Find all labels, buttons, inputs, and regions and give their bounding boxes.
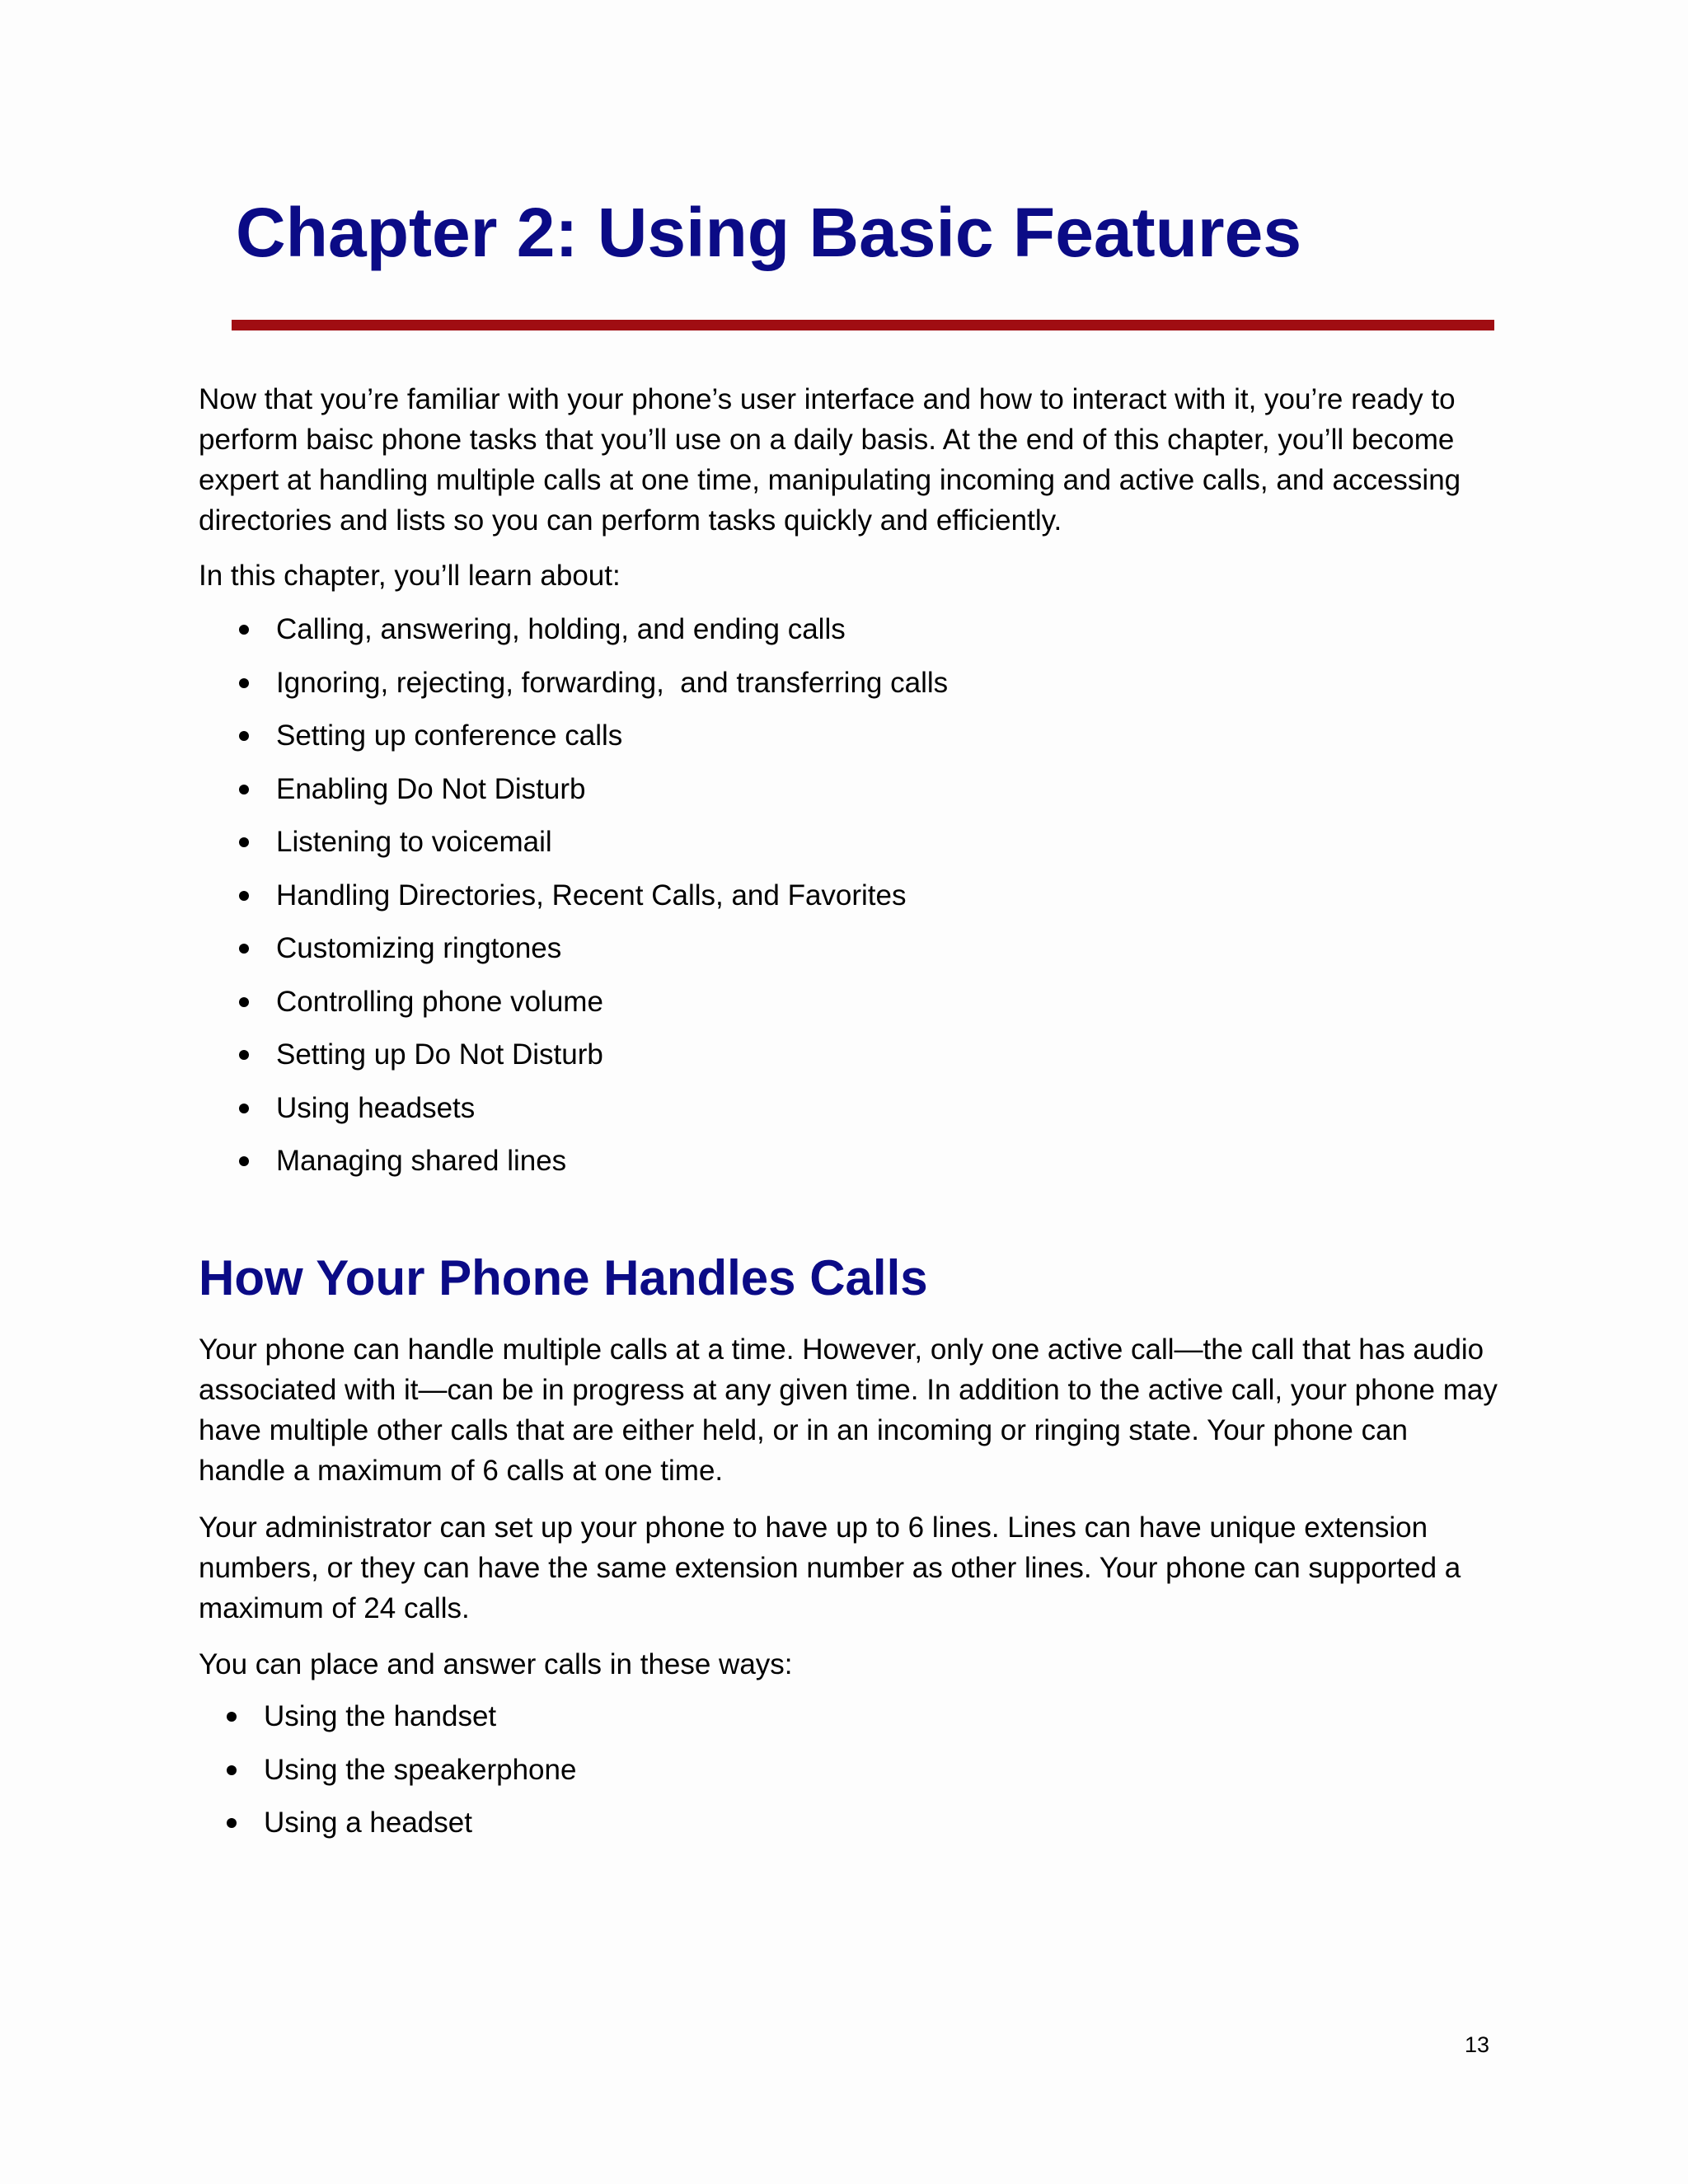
list-item-text: Using a headset: [264, 1807, 472, 1839]
list-item-text: Controlling phone volume: [276, 985, 603, 1018]
list-item-text: Managing shared lines: [276, 1145, 567, 1177]
title-divider: [232, 320, 1494, 330]
bullet-icon: [239, 1104, 249, 1113]
ways-list: [264, 1696, 576, 1856]
list-item-text: Setting up conference calls: [276, 719, 623, 752]
bullet-icon: [239, 625, 249, 635]
list-item-text: Setting up Do Not Disturb: [276, 1038, 603, 1071]
bullet-icon: [239, 678, 249, 688]
bullet-icon: [227, 1765, 237, 1775]
learn-lead: In this chapter, you’ll learn about:: [199, 560, 621, 592]
calls-paragraph: Your phone can handle multiple calls at a time. However, only one active call—the call that has audio associated with it—can be in progress at any given time. In addition to the active call, your phone may have multiple other calls that are either held, or in an incoming or ringing state. Your phone can handle a maximum of 6 calls at one time.: [199, 1333, 1498, 1487]
list-item: [276, 715, 948, 769]
lines-paragraph: Your administrator can set up your phone to have up to 6 lines. Lines can have unique extension numbers, or they can have the same extension number as other lines. Your phone can supported a maximum of 24 calls.: [199, 1511, 1461, 1624]
bullet-icon: [239, 997, 249, 1007]
bullet-icon: [239, 785, 249, 794]
list-item: [276, 1088, 948, 1141]
bullet-icon: [239, 1156, 249, 1166]
list-item: [276, 663, 948, 716]
list-item: [264, 1750, 576, 1803]
section-title: How Your Phone Handles Calls: [199, 1250, 928, 1305]
list-item: [276, 875, 948, 929]
list-item: [276, 928, 948, 982]
list-item: [276, 1034, 948, 1088]
topics-list: [276, 609, 948, 1194]
bullet-icon: [239, 1050, 249, 1060]
list-item: [276, 609, 948, 663]
bullet-icon: [227, 1818, 237, 1828]
ways-lead: You can place and answer calls in these ways:: [199, 1648, 793, 1680]
chapter-title: Chapter 2: Using Basic Features: [236, 194, 1302, 271]
list-item-text: Using the handset: [264, 1700, 497, 1732]
bullet-icon: [227, 1712, 237, 1722]
list-item: [276, 822, 948, 875]
list-item: [276, 982, 948, 1035]
bullet-icon: [239, 944, 249, 954]
list-item-text: Enabling Do Not Disturb: [276, 772, 586, 805]
list-item-text: Ignoring, rejecting, forwarding, and transferring calls: [276, 666, 949, 699]
list-item: [264, 1802, 576, 1856]
list-item: [276, 1141, 948, 1194]
list-item-text: Calling, answering, holding, and ending calls: [276, 613, 846, 645]
list-item-text: Using headsets: [276, 1091, 476, 1124]
bullet-icon: [239, 731, 249, 741]
bullet-icon: [239, 837, 249, 847]
intro-paragraph: Now that you’re familiar with your phone’s user interface and how to interact with it, you’re ready to perform baisc phone tasks that you’ll use on a daily basis. At the end of this chapter, you’ll become expert at handling multiple calls at one time, manipulating incoming and active calls, and accessing directories and lists so you can perform tasks quickly and efficiently.: [199, 383, 1461, 537]
list-item: [264, 1696, 576, 1750]
list-item: [276, 769, 948, 823]
bullet-icon: [239, 891, 249, 901]
list-item-text: Listening to voicemail: [276, 826, 552, 858]
list-item-text: Using the speakerphone: [264, 1753, 577, 1786]
list-item-text: Handling Directories, Recent Calls, and Favorites: [276, 879, 907, 912]
page-number: 13: [1464, 2032, 1489, 2057]
list-item-text: Customizing ringtones: [276, 932, 562, 964]
